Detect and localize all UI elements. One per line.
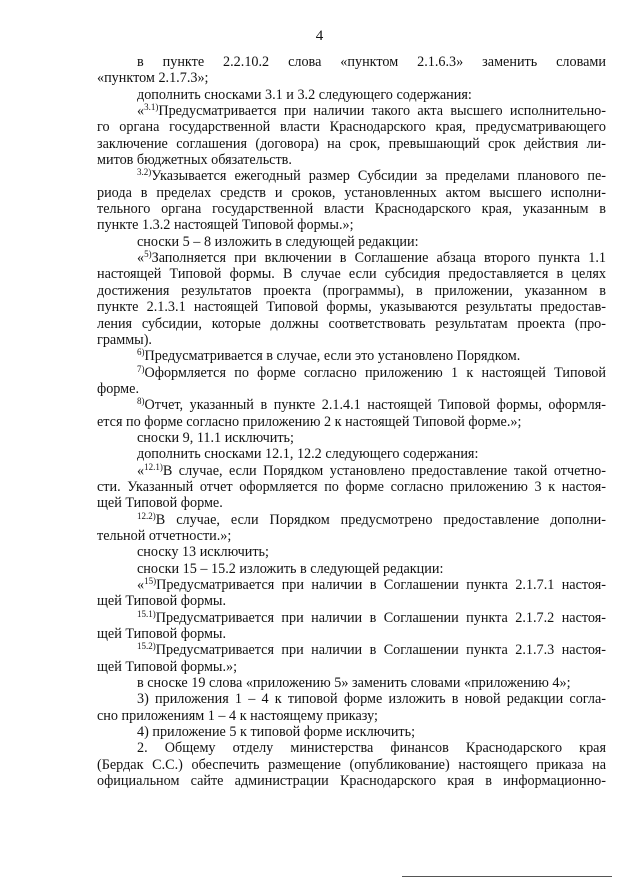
text-run: го органа государственной власти Краснодарского края, предусматривающего — [97, 119, 606, 136]
paragraph — [97, 348, 606, 364]
text-run: ления субсидии, которые должны соответствовать результатам проекта (про- — [97, 315, 606, 332]
paragraph — [97, 512, 606, 545]
paragraph — [97, 642, 606, 675]
text-run: в пункте 2.2.10.2 слова «пунктом 2.1.6.3» заменить словами — [137, 54, 606, 70]
text-run: « — [137, 577, 145, 593]
footnote-marker: 8) — [137, 397, 145, 407]
paragraph — [97, 463, 606, 512]
text-run: Предусматривается при наличии в Соглашении пункта 2.1.7.1 настоя- — [156, 577, 606, 593]
text-run: заключение соглашения (договора) на срок, превышающий срок действия ли- — [97, 135, 606, 152]
text-line — [97, 168, 606, 184]
text-run: сти. Указанный отчет оформляется по форме согласно приложению 3 к настоя- — [97, 478, 606, 495]
footer-divider — [402, 876, 612, 877]
text-line — [97, 266, 606, 282]
text-line — [97, 708, 606, 724]
text-run: « — [137, 250, 145, 267]
text-line — [97, 136, 606, 152]
text-line — [97, 463, 606, 479]
paragraph — [97, 54, 606, 87]
footnote-marker: 15.1) — [137, 609, 156, 619]
text-line — [97, 299, 606, 315]
text-line — [97, 103, 606, 119]
text-run: 3) приложения 1 – 4 к типовой форме изложить в новой редакции согла- — [137, 691, 606, 708]
text-run: сноску 13 исключить; — [137, 544, 269, 561]
footnote-marker: 12.1) — [144, 462, 163, 472]
text-line — [97, 414, 606, 430]
text-line — [97, 348, 606, 364]
text-line — [97, 446, 606, 462]
text-line — [97, 397, 606, 413]
text-run: Указывается ежегодный размер Субсидии за пределами планового пе- — [151, 168, 606, 185]
text-line — [97, 185, 606, 201]
text-line — [97, 430, 606, 446]
text-line — [97, 217, 606, 233]
text-run: « — [137, 462, 145, 479]
paragraph — [97, 610, 606, 643]
text-line — [97, 316, 606, 332]
text-run: митов бюджетных обязательств. — [97, 152, 292, 169]
text-run: сноски 5 – 8 изложить в следующей редакции: — [137, 233, 419, 250]
text-run: (Бердак С.С.) обеспечить размещение (опубликование) настоящего приказа на — [97, 756, 606, 773]
text-run: В случае, если Порядком предусмотрено предоставление дополни- — [155, 511, 606, 528]
page-number: 4 — [315, 28, 324, 44]
text-run: в сноске 19 слова «приложению 5» заменить словами «приложению 4»; — [137, 675, 571, 692]
text-run: достижения результатов проекта (программы), в приложении, указанном в — [97, 282, 606, 299]
text-run: 2. Общему отделу министерства финансов Краснодарского края — [137, 740, 606, 757]
footnote-marker: 7) — [137, 364, 145, 374]
text-line — [97, 365, 606, 381]
text-line — [97, 675, 606, 691]
text-line — [97, 234, 606, 250]
text-run: пункте 2.1.3.1 настоящей Типовой формы, указываются результаты предостав- — [97, 299, 606, 316]
paragraph — [97, 87, 606, 103]
text-run: Оформляется по форме согласно приложению 1 к настоящей Типовой — [144, 364, 606, 381]
text-line — [97, 152, 606, 168]
text-run: Предусматривается в случае, если это установлено Порядком. — [144, 348, 521, 365]
text-line — [97, 332, 606, 348]
paragraph — [97, 397, 606, 430]
text-line — [97, 512, 606, 528]
text-line — [97, 626, 606, 642]
paragraph — [97, 577, 606, 610]
text-run: «пунктом 2.1.7.3»; — [97, 70, 209, 87]
footnote-marker: 3.1) — [144, 103, 159, 113]
text-run: Предусматривается при наличии в Соглашении пункта 2.1.7.2 настоя- — [155, 609, 606, 626]
text-line — [97, 54, 606, 70]
text-run: щей Типовой форме. — [97, 495, 223, 512]
text-run: граммы). — [97, 331, 152, 348]
text-run: тельного органа государственной власти Краснодарского края, указанным в — [97, 201, 606, 218]
paragraph — [97, 168, 606, 233]
footnote-marker: 3.2) — [137, 168, 152, 178]
text-run: Заполняется при включении в Соглашение абзаца второго пункта 1.1 — [151, 250, 606, 267]
text-run: сно приложениям 1 – 4 к настоящему приказу; — [97, 707, 378, 724]
text-run: сноски 15 – 15.2 изложить в следующей редакции: — [137, 560, 444, 577]
footnote-marker: 15) — [144, 577, 157, 586]
paragraph — [97, 561, 606, 577]
paragraph — [97, 740, 606, 789]
text-line — [97, 773, 606, 789]
text-run: сноски 9, 11.1 исключить; — [137, 429, 294, 446]
text-line — [97, 495, 606, 511]
paragraph — [97, 250, 606, 348]
paragraph — [97, 234, 606, 250]
text-run: дополнить сносками 3.1 и 3.2 следующего содержания: — [137, 86, 472, 103]
text-run: « — [137, 103, 145, 120]
text-run: ется по форме согласно приложению 2 к настоящей Типовой форме.»; — [97, 413, 522, 430]
text-line — [97, 119, 606, 135]
text-run: дополнить сносками 12.1, 12.2 следующего содержания: — [137, 446, 479, 463]
text-line — [97, 757, 606, 773]
text-run: пункте 1.3.2 настоящей Типовой формы.»; — [97, 217, 354, 234]
paragraph — [97, 675, 606, 691]
text-line — [97, 691, 606, 707]
paragraph — [97, 724, 606, 740]
paragraph — [97, 544, 606, 560]
text-line — [97, 577, 606, 593]
text-line — [97, 87, 606, 103]
footnote-marker: 12.2) — [137, 511, 156, 521]
text-run: Отчет, указанный в пункте 2.1.4.1 настоящей Типовой формы, оформля- — [144, 397, 606, 414]
paragraph — [97, 446, 606, 462]
text-line — [97, 250, 606, 266]
text-line — [97, 740, 606, 756]
text-run: тельной отчетности.»; — [97, 527, 232, 544]
text-line — [97, 659, 606, 675]
footnote-marker: 6) — [137, 348, 145, 358]
text-line — [97, 724, 606, 740]
text-run: В случае, если Порядком установлено предоставление такой отчетно- — [162, 462, 606, 479]
text-line — [97, 201, 606, 217]
text-line — [97, 381, 606, 397]
text-line — [97, 528, 606, 544]
document-body — [97, 54, 606, 789]
text-line — [97, 561, 606, 577]
text-run: Предусматривается при наличии в Соглашении пункта 2.1.7.3 настоя- — [155, 642, 606, 659]
text-line — [97, 283, 606, 299]
paragraph — [97, 691, 606, 724]
paragraph — [97, 430, 606, 446]
text-run: форме. — [97, 380, 139, 397]
text-run: щей Типовой формы. — [97, 626, 227, 643]
text-run: настоящей Типовой формы. В случае если субсидия предоставляется в целях — [97, 266, 606, 283]
text-run: щей Типовой формы.»; — [97, 658, 238, 675]
text-run: Предусматривается при наличии такого акта высшего исполнительно- — [158, 103, 606, 120]
text-line — [97, 544, 606, 560]
footnote-marker: 15.2) — [137, 642, 156, 652]
paragraph — [97, 365, 606, 398]
text-line — [97, 70, 606, 86]
text-run: официальном сайте администрации Краснодарского края в информационно- — [97, 773, 606, 790]
text-run: щей Типовой формы. — [97, 593, 227, 610]
paragraph — [97, 103, 606, 168]
text-run: риода в пределах средств и сроков, установленных актом высшего исполни- — [97, 184, 606, 201]
text-line — [97, 593, 606, 609]
text-run: 4) приложение 5 к типовой форме исключить; — [137, 724, 416, 741]
text-line — [97, 610, 606, 626]
footnote-marker: 5) — [144, 250, 152, 260]
text-line — [97, 642, 606, 658]
text-line — [97, 479, 606, 495]
